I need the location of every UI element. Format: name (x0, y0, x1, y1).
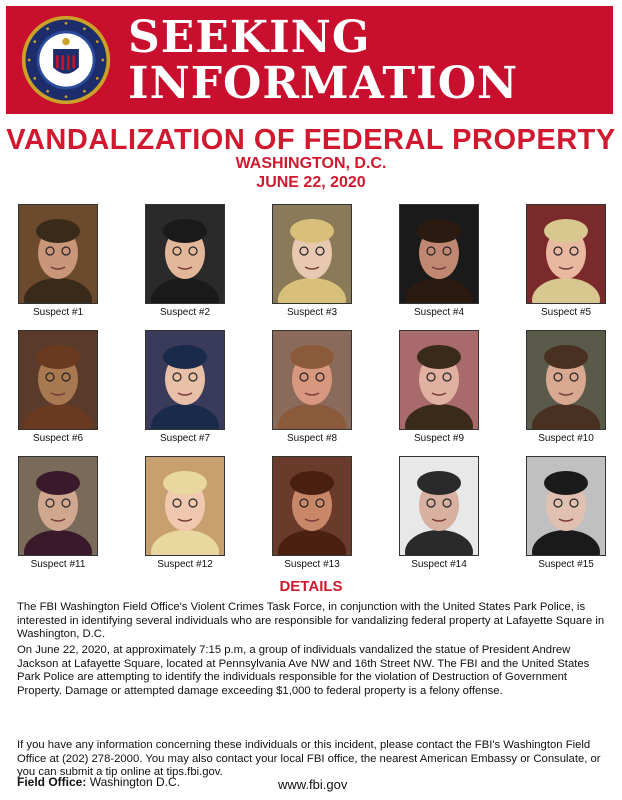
suspect-label: Suspect #13 (284, 559, 340, 570)
suspect-label: Suspect #7 (159, 433, 211, 444)
suspect-photo (399, 456, 479, 556)
suspect-label: Suspect #6 (32, 433, 84, 444)
suspect-card (391, 330, 487, 444)
suspect-photo (272, 456, 352, 556)
suspect-photo (145, 456, 225, 556)
suspect-card (137, 330, 233, 444)
banner-title-line2: INFORMATION (128, 58, 519, 109)
suspect-card (518, 204, 614, 318)
suspect-photo (399, 204, 479, 304)
suspect-label: Suspect #11 (30, 559, 86, 570)
suspect-label: Suspect #12 (157, 559, 213, 570)
suspect-photo (18, 204, 98, 304)
suspect-card (391, 204, 487, 318)
suspect-card (137, 204, 233, 318)
suspect-card (264, 204, 360, 318)
suspect-card (10, 204, 106, 318)
suspect-label: Suspect #14 (411, 559, 467, 570)
suspect-label: Suspect #4 (413, 307, 465, 318)
suspect-photo (18, 330, 98, 430)
suspect-card (518, 330, 614, 444)
suspect-photo (399, 330, 479, 430)
suspect-photo (18, 456, 98, 556)
suspect-grid (0, 200, 622, 580)
date-text: JUNE 22, 2020 (256, 174, 366, 191)
suspect-label: Suspect #15 (538, 559, 594, 570)
suspect-photo (272, 330, 352, 430)
suspect-card (10, 456, 106, 570)
suspect-label: Suspect #2 (159, 307, 211, 318)
suspect-label: Suspect #10 (538, 433, 594, 444)
suspect-photo (526, 456, 606, 556)
details-paragraph-1: The FBI Washington Field Office's Violent Crimes Task Force, in conjunction with the United States Park Police, is interested in identifying several individuals who are responsible for vandalizing federal property at Lafayette Square in Washington, D.C. (17, 601, 605, 641)
details-heading: DETAILS (279, 578, 343, 595)
suspect-label: Suspect #5 (540, 307, 592, 318)
banner-title-line1: SEEKING (128, 12, 371, 63)
suspect-photo (526, 204, 606, 304)
suspect-card (10, 330, 106, 444)
suspect-card (137, 456, 233, 570)
fbi-website-link[interactable]: www.fbi.gov (278, 777, 348, 792)
suspect-card (264, 330, 360, 444)
suspect-label: Suspect #1 (32, 307, 84, 318)
suspect-photo (272, 204, 352, 304)
location-text: WASHINGTON, D.C. (235, 155, 387, 172)
suspect-photo (145, 204, 225, 304)
page-title: VANDALIZATION OF FEDERAL PROPERTY (6, 124, 616, 156)
suspect-label: Suspect #8 (286, 433, 338, 444)
suspect-card (391, 456, 487, 570)
header-banner (6, 6, 613, 114)
suspect-photo (526, 330, 606, 430)
field-office (17, 775, 180, 789)
field-office-value: Washington D.C. (89, 775, 180, 789)
suspect-label: Suspect #3 (286, 307, 338, 318)
suspect-label: Suspect #9 (413, 433, 465, 444)
fbi-seal-icon (20, 14, 112, 106)
suspect-photo (145, 330, 225, 430)
details-paragraph-3: If you have any information concerning these individuals or this incident, please contact the FBI's Washington Field Office at (202) 278-2000. You may also contact your local FBI office, the nearest American Embassy or Consulate, or you can submit a tip online at tips.fbi.gov. (17, 739, 601, 779)
field-office-label: Field Office: (17, 775, 87, 789)
details-paragraph-2: On June 22, 2020, at approximately 7:15 p.m, a group of individuals vandalized the statue of President Andrew Jackson at Lafayette Square, located at Pennsylvania Ave NW and 16th Street NW. The FBI and the United States Park Police are attempting to identify the individuals responsible for the violation of Destruction of Government Property. Damage or attempted damage exceeding $1,000 to federal property is a felony offense. (17, 644, 590, 697)
suspect-card (264, 456, 360, 570)
suspect-card (518, 456, 614, 570)
